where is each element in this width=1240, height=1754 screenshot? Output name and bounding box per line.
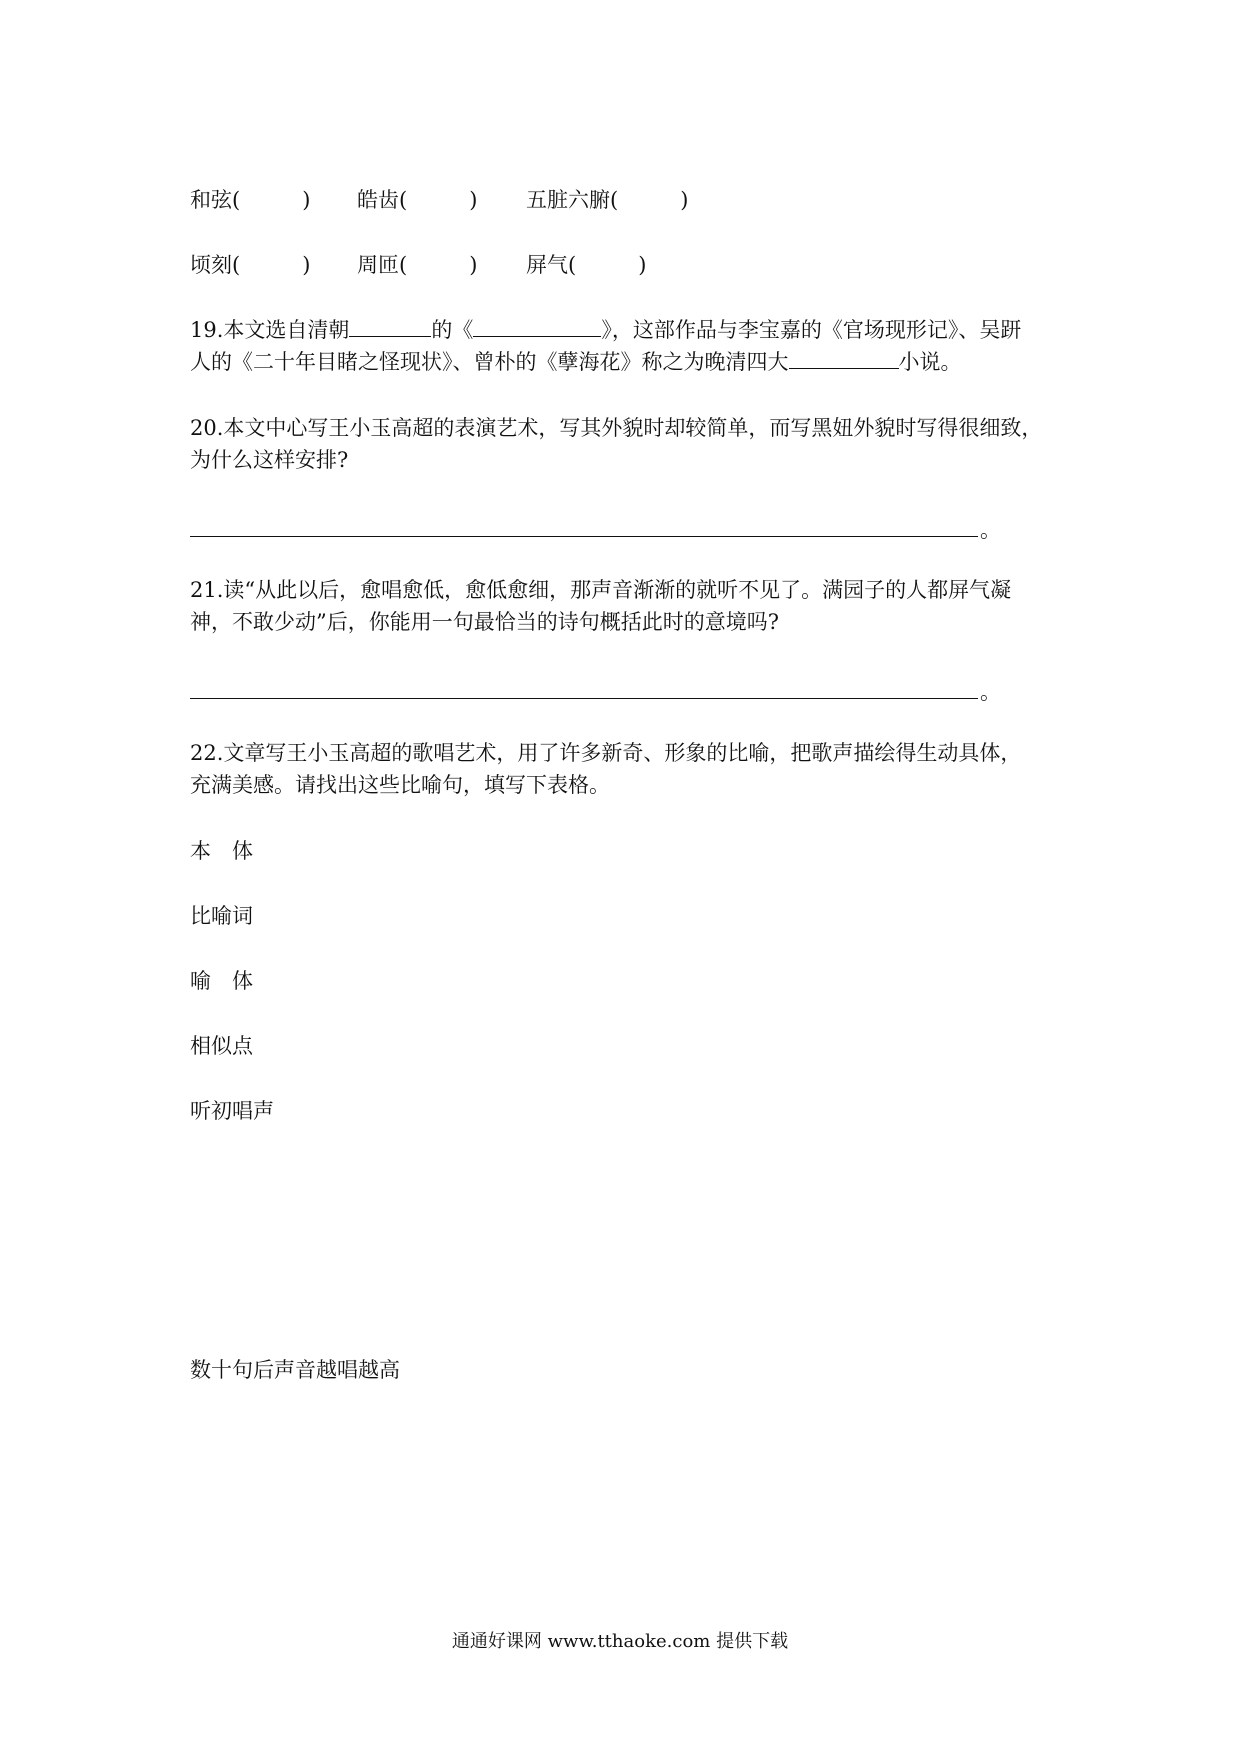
fill-blank[interactable]	[473, 316, 601, 337]
pinyin-item: 五脏六腑( )	[526, 188, 689, 212]
pinyin-item: 皓齿( )	[357, 188, 478, 212]
answer-end-21: 。	[980, 680, 1001, 704]
pinyin-item: 和弦( )	[190, 188, 311, 212]
question-19-line-1: 19.本文选自清朝 的《 》，这部作品与李宝嘉的《官场现形记》、吴趼	[190, 318, 1022, 342]
pinyin-item: 顷刻( )	[190, 253, 311, 277]
question-20-line-2: 为什么这样安排?	[190, 448, 349, 472]
table-label-similarity: 相似点	[190, 1034, 253, 1058]
page-footer: 通通好课网 www.tthaoke.com 提供下载	[451, 1631, 789, 1652]
question-21-line-2: 神，不敢少动”后，你能用一句最恰当的诗句概括此时的意境吗?	[190, 610, 779, 634]
table-row-label: 数十句后声音越唱越高	[190, 1358, 400, 1382]
answer-line-21[interactable]	[190, 698, 978, 699]
table-label-vehicle: 喻 体	[190, 969, 253, 993]
table-label-tenor: 本 体	[190, 839, 253, 863]
table-row-label: 听初唱声	[190, 1099, 274, 1123]
fill-blank[interactable]	[349, 316, 431, 337]
table-label-metaphor-word: 比喻词	[190, 904, 253, 928]
question-20-line-1: 20.本文中心写王小玉高超的表演艺术，写其外貌时却较简单，而写黑妞外貌时写得很细致，	[190, 416, 1043, 440]
question-22-line-2: 充满美感。请找出这些比喻句，填写下表格。	[190, 773, 610, 797]
pinyin-item: 屏气( )	[526, 253, 647, 277]
question-21-line-1: 21.读“从此以后，愈唱愈低，愈低愈细，那声音渐渐的就听不见了。满园子的人都屏气凝	[190, 578, 1012, 602]
answer-line-20[interactable]	[190, 536, 978, 537]
question-19-line-2: 人的《二十年目睹之怪现状》、曾朴的《孽海花》称之为晚清四大 小说。	[190, 350, 962, 374]
question-22-line-1: 22.文章写王小玉高超的歌唱艺术，用了许多新奇、形象的比喻，把歌声描绘得生动具体，	[190, 741, 1022, 765]
pinyin-item: 周匝( )	[357, 253, 478, 277]
fill-blank[interactable]	[789, 348, 899, 369]
answer-end-20: 。	[980, 518, 1001, 542]
